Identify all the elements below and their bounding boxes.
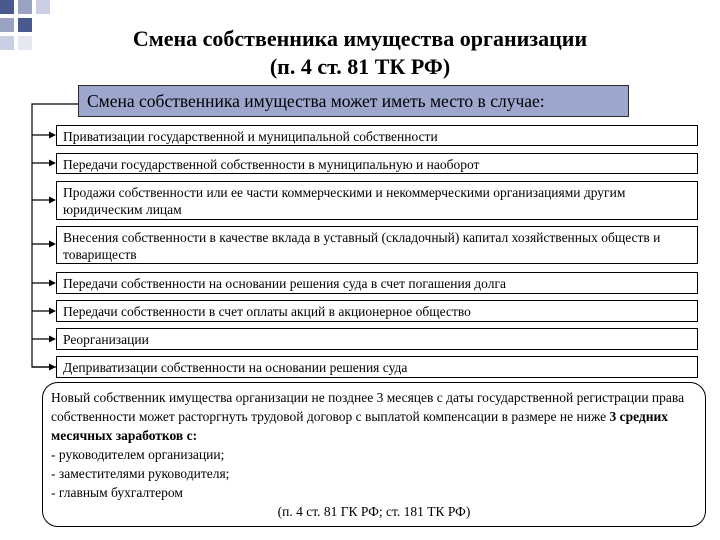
title-line-2: (п. 4 ст. 81 ТК РФ) (269, 54, 451, 79)
note-list-item: - главным бухгалтером (51, 485, 183, 500)
note-source: (п. 4 ст. 81 ГК РФ; ст. 181 ТК РФ) (277, 504, 471, 519)
title-line-1: Смена собственника имущества организации (132, 26, 588, 51)
arrow-branch-7 (32, 336, 56, 343)
arrow-branch-1 (32, 132, 56, 139)
note-box (42, 382, 706, 527)
case-item-state-to-municipal: Передачи государственной собственности в муниципальную и наоборот (56, 153, 698, 174)
case-item-deprivatization: Деприватизации собственности на основании решения суда (56, 356, 698, 378)
case-item-privatization: Приватизации государственной и муниципальной собственности (56, 125, 698, 146)
lead-box: Смена собственника имущества может иметь место в случае: (78, 85, 629, 117)
arrow-branch-3 (32, 197, 56, 204)
arrow-branch-8 (32, 364, 56, 371)
note-list-item: - заместителями руководителя; (51, 466, 230, 481)
arrow-branch-6 (32, 308, 56, 315)
case-item-shares-payment: Передачи собственности в счет оплаты акций в акционерное общество (56, 300, 698, 322)
note-bold-text: 3 средних месячных заработков с: (51, 409, 669, 443)
case-item-sale: Продажи собственности или ее части коммерческими и некоммерческими организациями другим юридическим лицам (56, 181, 698, 220)
note-paragraph (51, 388, 697, 445)
note-text: Новый собственник имущества организации не позднее 3 месяцев с даты государственной регистрации права собственности может расторгнуть трудовой договор с выплатой компенсации в размере не ниже (51, 390, 685, 424)
arrow-branch-5 (32, 280, 56, 287)
case-item-court-debt: Передачи собственности на основании решения суда в счет погашения долга (56, 272, 698, 294)
note-list-item: - руководителем организации; (51, 447, 225, 462)
arrow-branch-2 (32, 160, 56, 167)
case-item-reorganization: Реорганизации (56, 328, 698, 350)
case-item-capital-contribution: Внесения собственности в качестве вклада в уставный (складочный) капитал хозяйственных обществ и товариществ (56, 226, 698, 264)
arrow-branch-4 (32, 241, 56, 248)
